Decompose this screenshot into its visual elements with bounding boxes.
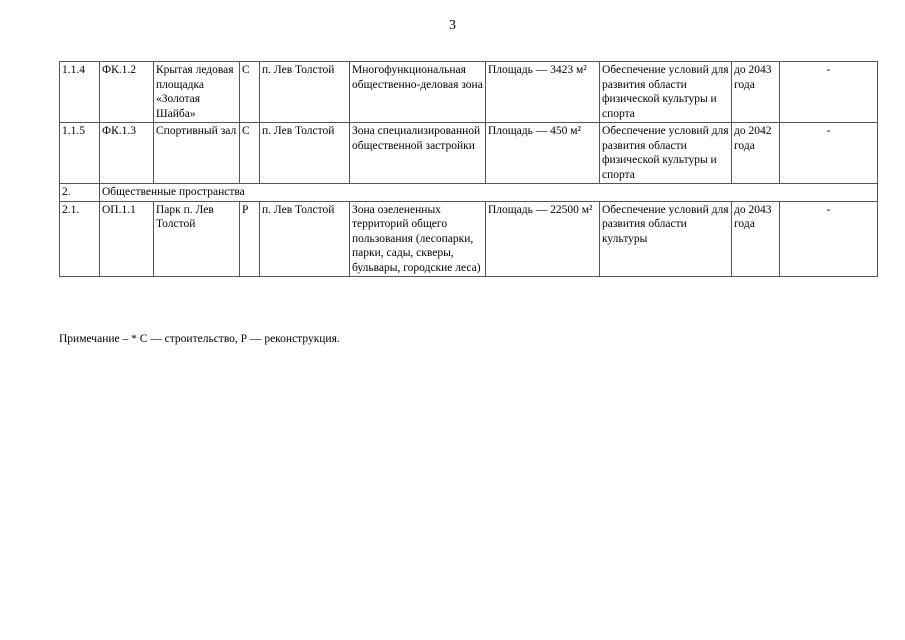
cell-extra: - (780, 201, 878, 277)
section-title: Общественные пространства (100, 184, 878, 202)
cell-name: Спортивный зал (154, 123, 240, 184)
cell-kind: Р (240, 201, 260, 277)
cell-code: ФК.1.3 (100, 123, 154, 184)
objects-table (59, 61, 878, 277)
cell-extra: - (780, 62, 878, 123)
cell-purpose: Обеспечение условий для развития области культуры (600, 201, 732, 277)
cell-kind: С (240, 123, 260, 184)
cell-zone: Зона специализированной общественной застройки (350, 123, 486, 184)
cell-zone: Многофункциональная общественно-деловая зона (350, 62, 486, 123)
cell-num: 1.1.5 (60, 123, 100, 184)
cell-characteristics: Площадь — 3423 м² (486, 62, 600, 123)
cell-code: ФК.1.2 (100, 62, 154, 123)
cell-characteristics: Площадь — 450 м² (486, 123, 600, 184)
table-section-row (60, 184, 878, 202)
cell-extra: - (780, 123, 878, 184)
cell-term: до 2043 года (732, 201, 780, 277)
table-row (60, 123, 878, 184)
cell-location: п. Лев Толстой (260, 201, 350, 277)
cell-purpose: Обеспечение условий для развития области физической культуры и спорта (600, 62, 732, 123)
cell-num: 2.1. (60, 201, 100, 277)
table-row (60, 201, 878, 277)
cell-term: до 2042 года (732, 123, 780, 184)
cell-kind: С (240, 62, 260, 123)
cell-name: Парк п. Лев Толстой (154, 201, 240, 277)
cell-zone: Зона озелененных территорий общего пользования (лесопарки, парки, сады, скверы, бульвары, городские леса) (350, 201, 486, 277)
cell-location: п. Лев Толстой (260, 62, 350, 123)
cell-location: п. Лев Толстой (260, 123, 350, 184)
page-number: 3 (449, 18, 456, 33)
cell-num: 2. (60, 184, 100, 202)
cell-num: 1.1.4 (60, 62, 100, 123)
cell-name: Крытая ледовая площадка «Золотая Шайба» (154, 62, 240, 123)
cell-purpose: Обеспечение условий для развития области физической культуры и спорта (600, 123, 732, 184)
footnote: Примечание – * С — строительство, Р — реконструкция. (59, 333, 340, 345)
cell-term: до 2043 года (732, 62, 780, 123)
cell-characteristics: Площадь — 22500 м² (486, 201, 600, 277)
cell-code: ОП.1.1 (100, 201, 154, 277)
table-row (60, 62, 878, 123)
